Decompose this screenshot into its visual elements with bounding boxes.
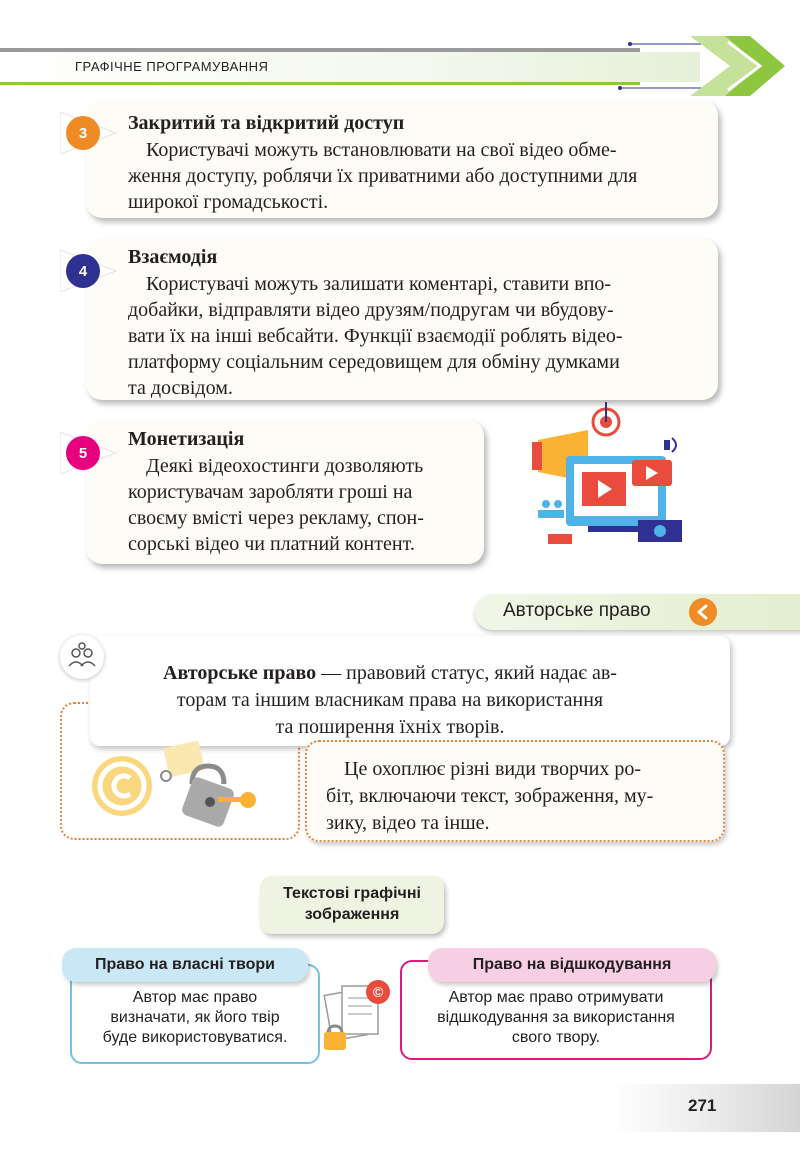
header-accent-line: [0, 82, 640, 85]
diagram-left-text: Автор має право визначати, як його твір буде використовуватися.: [102, 989, 288, 1046]
copyright-lock-illustration: [86, 738, 266, 838]
feature-line: Користувачі можуть залишати коментарі, ставити впо-: [146, 273, 612, 295]
monetization-illustration: [528, 400, 698, 552]
running-header-title: ГРАФІЧНЕ ПРОГРАМУВАННЯ: [75, 59, 269, 74]
feature-title: Закритий та відкритий доступ: [128, 112, 405, 134]
copyright-documents-icon: [322, 972, 398, 1058]
copyright-definition: Авторське право — правовий статус, який надає ав- торам та іншим власникам права на використання та поширення їхніх творів.: [163, 662, 617, 738]
feature-title: Монетизація: [128, 428, 245, 450]
header-divider: [0, 48, 640, 52]
feature-line: Користувачі можуть встановлювати на свої відео обме-: [146, 139, 617, 161]
chevron-left-icon[interactable]: [689, 598, 717, 626]
feature-line: сорські відео чи платний контент.: [128, 533, 415, 555]
page-number: 271: [688, 1096, 717, 1115]
feature-line: Деякі відеохостинги дозволяють: [146, 455, 424, 477]
feature-line: та досвідом.: [128, 377, 233, 399]
scope-text: Це охоплює різні види творчих ро- біт, включаючи текст, зображення, му- зику, відео та інше.: [326, 758, 654, 834]
feature-line: вати їх на інші вебсайти. Функції взаємодії роблять відео-: [128, 325, 623, 347]
diagram-root-node: Текстові графічні зображення: [260, 876, 444, 934]
diagram-left-title: Право на власні твори: [62, 948, 308, 982]
feature-card-monetization: [86, 420, 484, 564]
feature-line: добайки, відправляти відео друзям/подругам чи вбудову-: [128, 299, 614, 321]
feature-line: своєму вмісті через рекламу, спон-: [128, 507, 424, 529]
feature-line: користувачам заробляти гроші на: [128, 481, 413, 503]
section-tab-label: Авторське право: [503, 600, 651, 621]
header-arrow-icon: [600, 36, 790, 96]
definition-term: Авторське право: [163, 662, 317, 684]
feature-line: платформу соціальним середовищем для обміну думками: [128, 351, 620, 373]
feature-line: широкої громадськості.: [128, 191, 329, 213]
diagram-right-text: Автор має право отримувати відшкодування за використання свого твору.: [437, 989, 675, 1046]
feature-card-interaction: [86, 238, 718, 400]
svg-text:©: ©: [372, 984, 384, 1000]
feature-title: Взаємодія: [128, 246, 218, 268]
diagram-right-title: Право на відшкодування: [428, 948, 716, 982]
feature-line: ження доступу, роблячи їх приватними або доступними для: [128, 165, 638, 187]
feature-card-access: [86, 100, 718, 218]
